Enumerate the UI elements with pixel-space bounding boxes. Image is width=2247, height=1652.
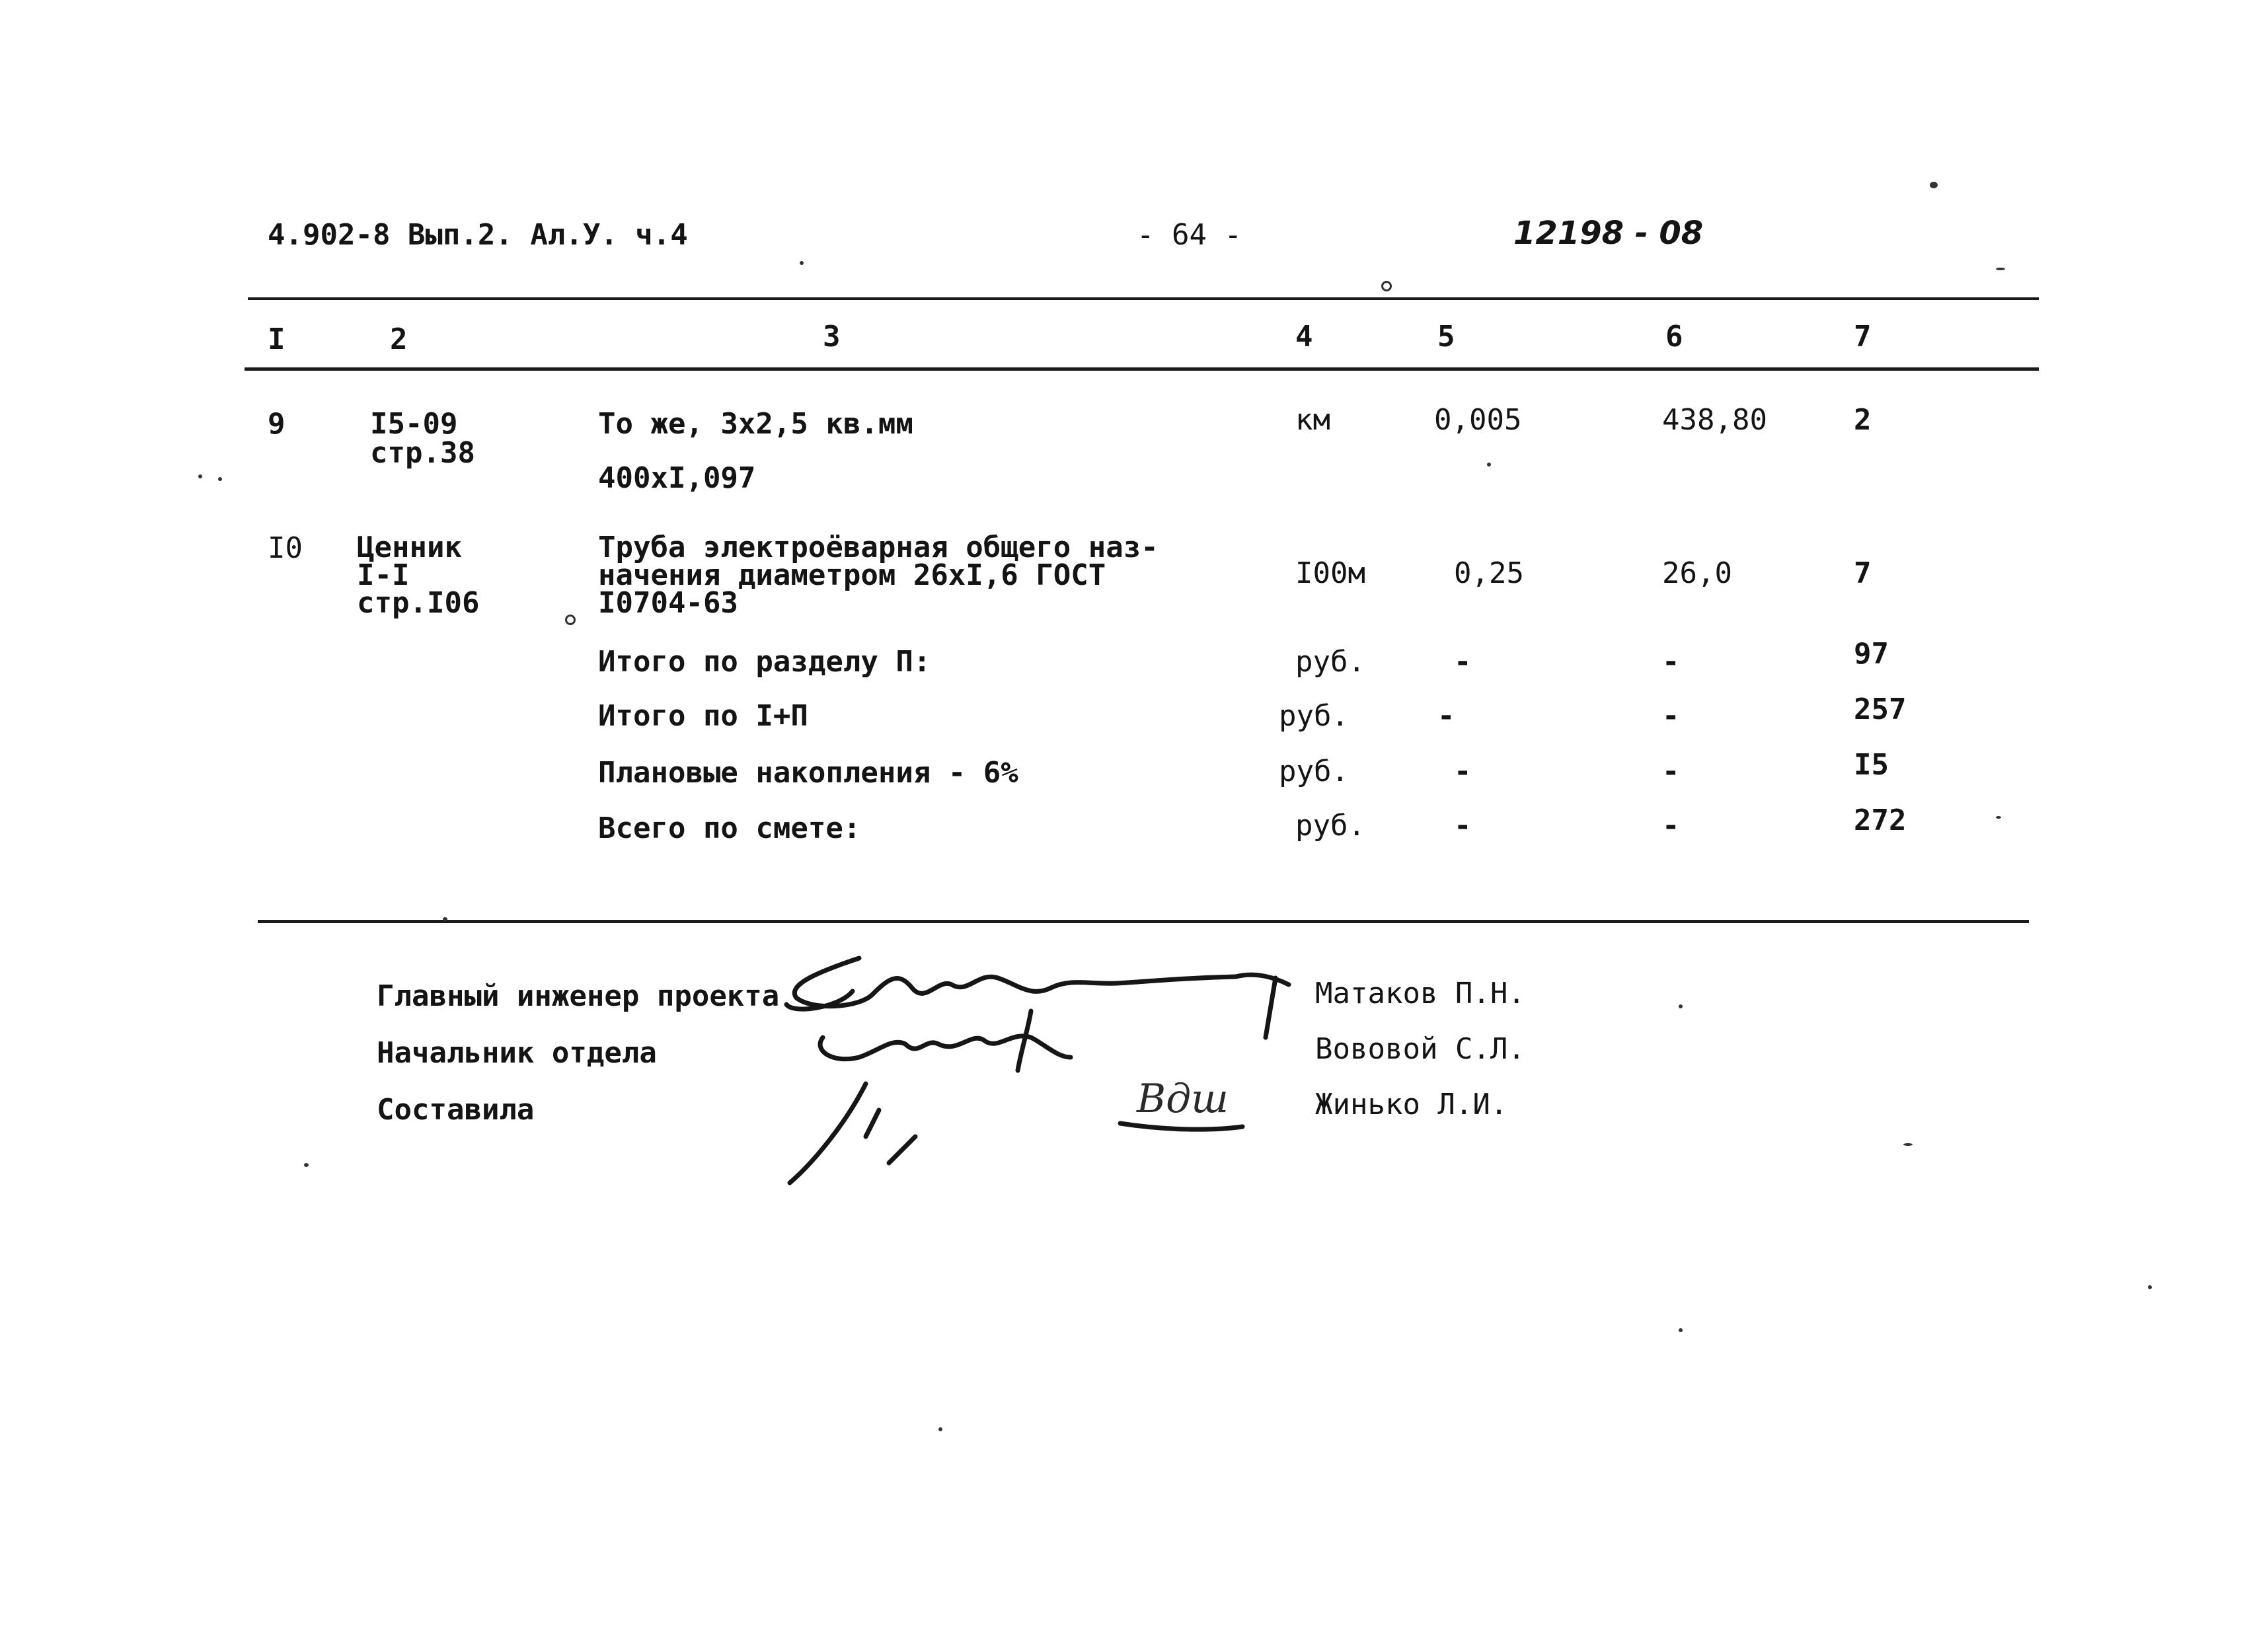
scan-speck	[938, 1427, 942, 1431]
scan-speck	[1996, 816, 2001, 819]
signature-role: Составила	[377, 1093, 535, 1127]
document-code: 4.902-8 Вып.2. Ал.У. ч.4	[268, 218, 688, 252]
row-description: То же, 3х2,5 кв.мм	[598, 407, 913, 441]
signature-scribble-text: Вдш	[1137, 1076, 1229, 1122]
summary-label: Итого по I+П	[598, 699, 808, 733]
row-quantity: 0,25	[1454, 556, 1524, 590]
summary-qty: -	[1454, 645, 1472, 679]
row-quantity: 0,005	[1434, 403, 1522, 437]
scan-speck	[1930, 182, 1938, 188]
summary-unit: руб.	[1279, 699, 1349, 733]
scan-speck	[1679, 1328, 1683, 1332]
summary-label: Плановые накопления - 6%	[598, 756, 1018, 790]
row-price: 438,80	[1662, 403, 1767, 437]
scan-speck	[565, 615, 576, 625]
row-description-extra: 400хI,097	[598, 461, 756, 495]
signature-name: Жинько Л.И.	[1315, 1088, 1508, 1121]
summary-total: 257	[1854, 693, 1907, 726]
scan-speck	[1996, 268, 2005, 270]
summary-label: Всего по смете:	[598, 811, 861, 845]
signature-name: Матаков П.Н.	[1315, 977, 1525, 1010]
row-description: Труба электроёварная общего наз- начения диаметром 26хI,6 ГОСТ I0704-63	[598, 531, 1159, 620]
scan-speck	[218, 477, 222, 481]
row-price: 26,0	[1662, 556, 1732, 590]
summary-qty: -	[1454, 809, 1472, 843]
column-header: I	[268, 322, 286, 356]
scan-speck	[1903, 1143, 1913, 1146]
row-unit: км	[1295, 403, 1330, 437]
summary-unit: руб.	[1295, 809, 1365, 843]
row-number: 9	[268, 407, 286, 441]
column-header: 3	[823, 320, 841, 354]
summary-qty: -	[1437, 699, 1455, 733]
scan-speck	[800, 261, 804, 265]
row-number: I0	[268, 531, 303, 565]
signature-name: Вововой С.Л.	[1315, 1032, 1525, 1066]
row-reference: Ценник I-I стр.I06	[357, 531, 480, 620]
summary-price: -	[1662, 645, 1680, 679]
summary-price: -	[1662, 809, 1680, 843]
scan-speck	[443, 917, 447, 921]
scan-speck	[198, 474, 202, 478]
page-number: - 64 -	[1137, 218, 1242, 252]
column-header: 7	[1854, 320, 1872, 354]
row-total: 2	[1854, 403, 1872, 437]
signature-role: Главный инженер проекта	[377, 979, 780, 1013]
summary-label: Итого по разделу П:	[598, 645, 931, 679]
scan-speck	[1381, 281, 1392, 291]
column-header: 5	[1437, 320, 1455, 354]
column-header: 2	[390, 322, 408, 356]
handwritten-number: 12198 - 08	[1513, 215, 1704, 252]
summary-total: 272	[1854, 804, 1907, 837]
signature-role: Начальник отдела	[377, 1036, 657, 1070]
summary-unit: руб.	[1295, 645, 1365, 679]
scan-speck	[1679, 1004, 1683, 1008]
scan-speck	[2148, 1285, 2152, 1289]
summary-price: -	[1662, 699, 1680, 733]
row-unit: I00м	[1295, 556, 1365, 590]
summary-price: -	[1662, 755, 1680, 788]
scan-speck	[1487, 463, 1491, 467]
scan-speck	[304, 1163, 309, 1167]
summary-total: 97	[1854, 637, 1889, 671]
row-reference: I5-09 стр.38	[370, 407, 475, 470]
summary-total: I5	[1854, 748, 1889, 782]
summary-unit: руб.	[1279, 755, 1349, 788]
column-header: 6	[1665, 320, 1683, 354]
summary-qty: -	[1454, 755, 1472, 788]
row-total: 7	[1854, 556, 1872, 590]
column-header: 4	[1295, 320, 1313, 354]
